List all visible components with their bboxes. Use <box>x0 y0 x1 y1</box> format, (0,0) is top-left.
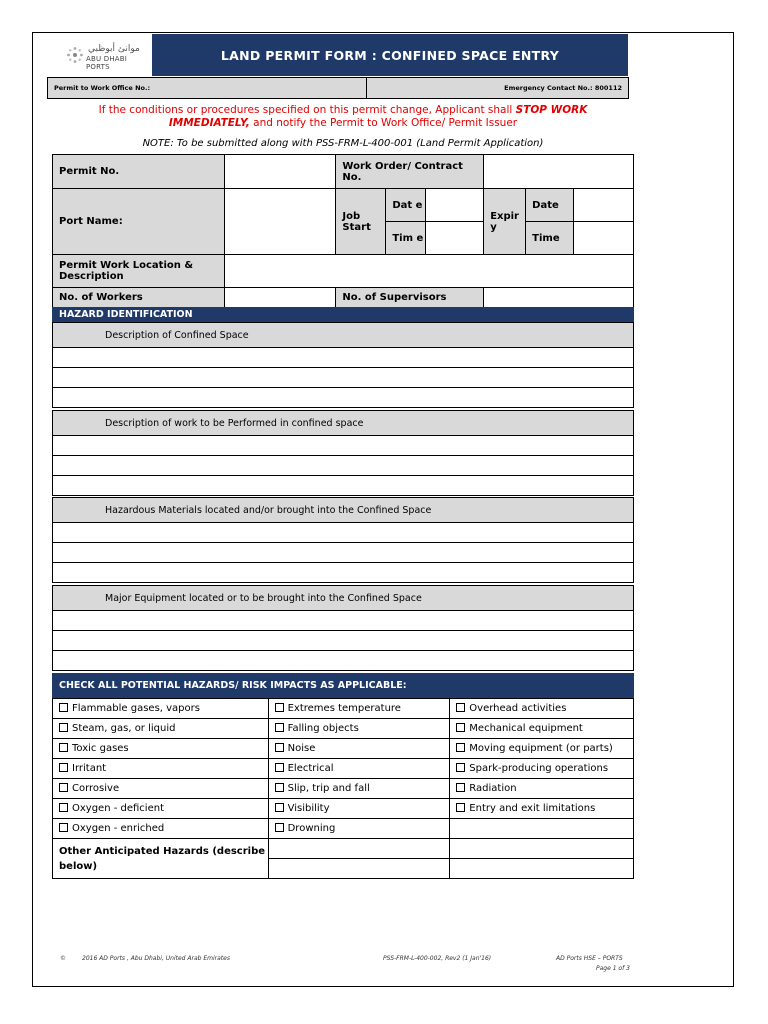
checkbox-icon[interactable] <box>59 783 68 792</box>
document-reference: PSS-FRM-L-400-002, Rev2 (1 Jan'16) <box>383 955 492 962</box>
other-hazards-input[interactable] <box>450 859 634 879</box>
hazard-section <box>52 410 634 496</box>
checkbox-item[interactable] <box>450 699 634 719</box>
job-start-date-input[interactable] <box>426 189 484 222</box>
warning-text <box>60 104 626 130</box>
checkbox-icon[interactable] <box>275 723 284 732</box>
checkbox-label: Extremes temperature <box>287 703 401 714</box>
checkbox-icon[interactable] <box>59 763 68 772</box>
checkbox-icon[interactable] <box>59 803 68 812</box>
hazard-section <box>52 497 634 583</box>
section-heading: Description of Confined Space <box>52 322 634 348</box>
checkbox-item[interactable] <box>268 779 450 799</box>
section-heading: Major Equipment located or to be brought into the Confined Space <box>52 585 634 611</box>
text-line[interactable] <box>52 543 634 563</box>
checkbox-item[interactable] <box>268 799 450 819</box>
checkbox-label: Mechanical equipment <box>469 723 583 734</box>
text-line[interactable] <box>52 388 634 408</box>
checkbox-icon[interactable] <box>456 723 465 732</box>
section-heading: Description of work to be Performed in confined space <box>52 410 634 436</box>
submission-note: NOTE: To be submitted along with PSS-FRM-L-400-001 (Land Permit Application) <box>142 138 544 149</box>
checkbox-item[interactable] <box>268 719 450 739</box>
checkbox-item[interactable] <box>450 799 634 819</box>
checkbox-icon[interactable] <box>59 703 68 712</box>
checkbox-icon[interactable] <box>456 763 465 772</box>
location-input[interactable] <box>224 255 633 288</box>
workers-input[interactable] <box>224 288 336 308</box>
supervisors-input[interactable] <box>484 288 634 308</box>
checkbox-label: Electrical <box>287 763 334 774</box>
checkbox-item[interactable] <box>53 739 269 759</box>
text-line[interactable] <box>52 348 634 368</box>
checkbox-icon[interactable] <box>275 763 284 772</box>
text-line[interactable] <box>52 436 634 456</box>
hazard-section <box>52 322 634 408</box>
checkbox-label: Noise <box>287 743 316 754</box>
port-name-label: Port Name: <box>53 189 225 255</box>
permit-no-label: Permit No. <box>53 155 225 189</box>
job-start-time-input[interactable] <box>426 222 484 255</box>
checkbox-icon[interactable] <box>275 803 284 812</box>
checkbox-item[interactable] <box>268 759 450 779</box>
job-start-date-label: Dat e <box>386 189 426 222</box>
permit-details-table <box>52 154 634 308</box>
other-hazards-label: Other Anticipated Hazards (describe below) <box>53 839 269 879</box>
port-name-input[interactable] <box>224 189 336 255</box>
checkbox-label: Drowning <box>287 823 336 834</box>
text-line[interactable] <box>52 563 634 583</box>
copyright-text: 2016 AD Ports , Abu Dhabi, United Arab Emirates <box>82 955 230 962</box>
checkbox-label: Oxygen - deficient <box>72 803 164 814</box>
empty-cell <box>450 819 634 839</box>
copyright-symbol: © <box>60 955 66 962</box>
text-line[interactable] <box>52 476 634 496</box>
checkbox-item[interactable] <box>53 799 269 819</box>
page-number: Page 1 of 3 <box>596 965 630 972</box>
other-hazards-input[interactable] <box>268 839 450 859</box>
checkbox-item[interactable] <box>53 699 269 719</box>
checkbox-label: Radiation <box>469 783 517 794</box>
form-title: LAND PERMIT FORM : CONFINED SPACE ENTRY <box>152 34 628 76</box>
checkbox-item[interactable] <box>450 719 634 739</box>
section-heading: Hazardous Materials located and/or brought into the Confined Space <box>52 497 634 523</box>
logo-icon <box>66 46 84 64</box>
checkbox-item[interactable] <box>53 719 269 739</box>
warning-part1: If the conditions or procedures specified on this permit change, Applicant shall <box>98 104 516 116</box>
checkbox-icon[interactable] <box>59 823 68 832</box>
checkbox-label: Spark-producing operations <box>469 763 609 774</box>
checkbox-label: Flammable gases, vapors <box>72 703 200 714</box>
checkbox-label: Visibility <box>287 803 330 814</box>
checkbox-label: Irritant <box>72 763 107 774</box>
logo-text: ABU DHABI PORTS <box>86 55 128 71</box>
checkbox-item[interactable] <box>268 819 450 839</box>
work-order-label: Work Order/ Contract No. <box>336 155 484 189</box>
checkbox-icon[interactable] <box>456 743 465 752</box>
warning-part2: and notify the Permit to Work Office/ Permit Issuer <box>249 117 518 129</box>
checkbox-label: Entry and exit limitations <box>469 803 596 814</box>
checkbox-label: Toxic gases <box>72 743 129 754</box>
checkbox-label: Overhead activities <box>469 703 567 714</box>
location-label: Permit Work Location & Description <box>53 255 225 288</box>
text-line[interactable] <box>52 368 634 388</box>
other-hazards-input[interactable] <box>450 839 634 859</box>
expiry-time-label: Time <box>526 222 574 255</box>
checkbox-item[interactable] <box>268 699 450 719</box>
job-start-label: Job Start <box>336 189 386 255</box>
warning-emphasis: STOP WORK IMMEDIATELY, <box>168 104 588 129</box>
hazard-section <box>52 585 634 671</box>
text-line[interactable] <box>52 611 634 631</box>
permit-no-input[interactable] <box>224 155 336 189</box>
checkbox-icon[interactable] <box>275 783 284 792</box>
checkbox-icon[interactable] <box>456 783 465 792</box>
checkbox-item[interactable] <box>53 759 269 779</box>
checkbox-icon[interactable] <box>275 743 284 752</box>
checkbox-icon[interactable] <box>59 723 68 732</box>
work-order-input[interactable] <box>484 155 634 189</box>
checkbox-icon[interactable] <box>456 703 465 712</box>
other-hazards-input[interactable] <box>268 859 450 879</box>
checkbox-item[interactable] <box>268 739 450 759</box>
checkbox-label: Falling objects <box>287 723 359 734</box>
text-line[interactable] <box>52 523 634 543</box>
job-start-time-label: Tim e <box>386 222 426 255</box>
emergency-contact: Emergency Contact No.: 800112 <box>504 84 622 92</box>
checkbox-label: Moving equipment (or parts) <box>469 743 613 754</box>
checkbox-label: Steam, gas, or liquid <box>72 723 176 734</box>
hazard-identification-heading: HAZARD IDENTIFICATION <box>52 307 634 322</box>
info-bar <box>47 77 629 99</box>
checkbox-icon[interactable] <box>275 703 284 712</box>
expiry-time-input[interactable] <box>574 222 634 255</box>
logo <box>48 34 152 76</box>
expiry-label: Expir y <box>484 189 526 255</box>
checklist-heading: CHECK ALL POTENTIAL HAZARDS/ RISK IMPACTS AS APPLICABLE: <box>52 673 634 698</box>
checkbox-icon[interactable] <box>59 743 68 752</box>
expiry-date-input[interactable] <box>574 189 634 222</box>
checkbox-item[interactable] <box>450 779 634 799</box>
text-line[interactable] <box>52 456 634 476</box>
checkbox-label: Corrosive <box>72 783 120 794</box>
hazard-checklist-table <box>52 698 634 879</box>
office-no-field[interactable]: Permit to Work Office No.: <box>48 78 367 98</box>
checkbox-item[interactable] <box>450 759 634 779</box>
expiry-date-label: Date <box>526 189 574 222</box>
checkbox-item[interactable] <box>450 739 634 759</box>
checkbox-item[interactable] <box>53 779 269 799</box>
text-line[interactable] <box>52 631 634 651</box>
checkbox-label: Slip, trip and fall <box>287 783 370 794</box>
text-line[interactable] <box>52 651 634 671</box>
department: AD Ports HSE – PORTS <box>556 955 623 962</box>
logo-arabic: موانئ أبوظبي <box>88 44 140 54</box>
supervisors-label: No. of Supervisors <box>336 288 484 308</box>
checkbox-icon[interactable] <box>275 823 284 832</box>
workers-label: No. of Workers <box>53 288 225 308</box>
checkbox-item[interactable] <box>53 819 269 839</box>
checkbox-icon[interactable] <box>456 803 465 812</box>
checkbox-label: Oxygen - enriched <box>72 823 165 834</box>
